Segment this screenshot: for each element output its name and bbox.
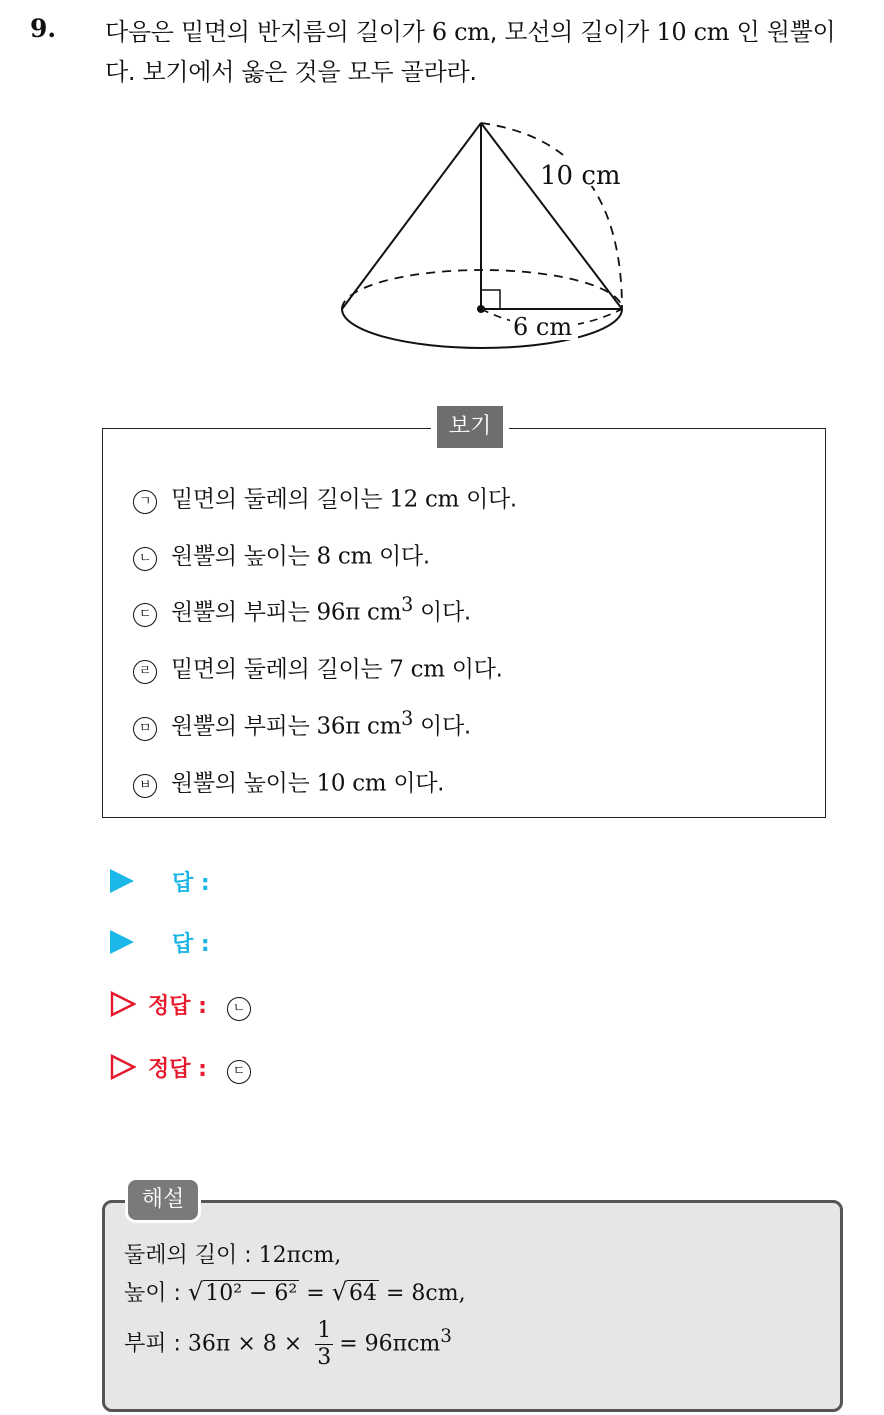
question-text xyxy=(105,12,875,92)
choice-marker: ㄴ xyxy=(133,547,157,571)
correct-label: 정답 : xyxy=(148,1057,207,1082)
sqrt-expression: √64 xyxy=(331,1278,377,1306)
correct-answer-value: ㄷ xyxy=(227,1060,251,1084)
explanation-title: 해설 xyxy=(128,1180,198,1220)
outline-triangle-icon xyxy=(110,1054,136,1080)
choice-marker: ㄹ xyxy=(133,660,157,684)
slant-label: 10 cm xyxy=(540,161,621,191)
choice-marker: ㅁ xyxy=(133,717,157,741)
choice-item: ㅂ 원뿔의 높이는 10 cm 이다. xyxy=(133,756,444,796)
answer-label: 답 : xyxy=(172,932,210,957)
answer-label: 답 : xyxy=(172,871,210,896)
question-number: 9. xyxy=(30,14,57,43)
choice-item: ㄴ 원뿔의 높이는 8 cm 이다. xyxy=(133,529,430,569)
correct-label: 정답 : xyxy=(148,994,207,1019)
radius-label: 6 cm xyxy=(513,313,573,341)
choice-marker: ㄱ xyxy=(133,490,157,514)
play-triangle-icon xyxy=(110,869,134,893)
outline-triangle-icon xyxy=(110,991,136,1017)
bogi-title: 보기 xyxy=(431,406,509,448)
base-center-dot xyxy=(477,305,485,313)
correct-answer-row xyxy=(110,1050,251,1090)
right-angle-mark xyxy=(481,290,500,309)
choice-item: ㄹ 밑면의 둘레의 길이는 7 cm 이다. xyxy=(133,642,503,682)
base-front-arc xyxy=(342,309,622,348)
choice-item: ㄷ 원뿔의 부피는 96π $cm^3$ 이다. xyxy=(133,585,471,625)
cone-figure xyxy=(330,112,630,362)
play-triangle-icon xyxy=(110,930,134,954)
fraction: $\frac{1}{3}$ xyxy=(317,1318,332,1370)
choice-marker: ㅂ xyxy=(133,774,157,798)
slant-edge-right xyxy=(481,123,622,309)
sqrt-expression: √10² − 6² xyxy=(187,1278,298,1306)
explanation-line-3: 부피 : 36π × 8 × $\frac{1}{3}$ = 96πcm$^3$ xyxy=(124,1318,452,1370)
choice-marker: ㄷ xyxy=(133,603,157,627)
explanation-line-2: 높이 : √10² − 6² = √64 = 8cm, xyxy=(124,1278,466,1306)
explanation-line-1: 둘레의 길이 : 12πcm, xyxy=(124,1243,342,1268)
question-line-2: 다. 보기에서 옳은 것을 모두 골라라. xyxy=(105,58,477,86)
choice-item: ㄱ 밑면의 둘레의 길이는 12 cm 이다. xyxy=(133,472,517,512)
correct-answer-value: ㄴ xyxy=(227,997,251,1021)
question-line-1: 다음은 밑면의 반지름의 길이가 6 cm, 모선의 길이가 10 cm 인 원뿔이 xyxy=(105,18,836,46)
answer-blank-row xyxy=(110,864,210,904)
correct-answer-row xyxy=(110,987,251,1027)
slant-edge-left xyxy=(342,123,481,309)
choice-item: ㅁ 원뿔의 부피는 36π $cm^3$ 이다. xyxy=(133,699,471,739)
answer-blank-row xyxy=(110,925,210,965)
